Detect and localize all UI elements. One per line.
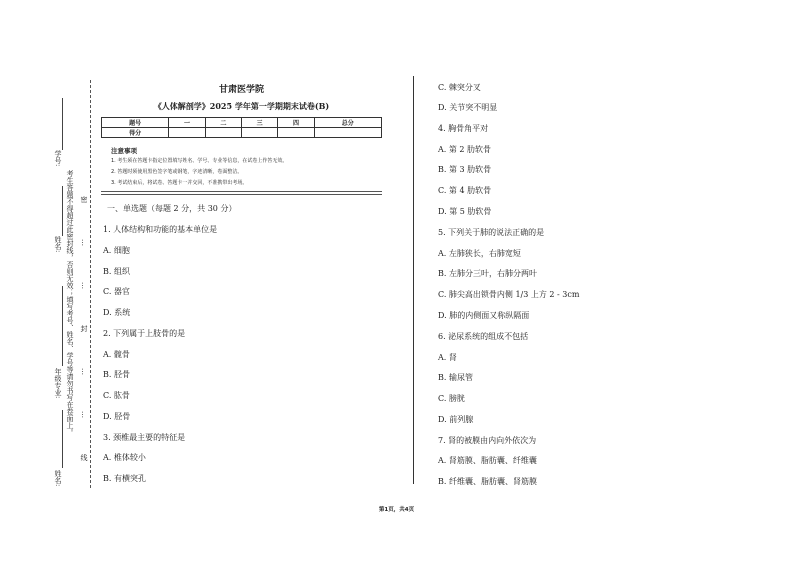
score-table-header-row [102, 118, 382, 128]
column-divider [413, 76, 414, 484]
option-line: B. 组织 [103, 267, 130, 276]
option-line: B. 输尿管 [438, 373, 473, 382]
option-line: A. 髋骨 [103, 350, 130, 359]
name-label: 姓名: [54, 236, 62, 253]
name-line [62, 186, 63, 236]
question-line: 2. 下列属于上肢骨的是 [103, 329, 186, 338]
score-cell [205, 128, 241, 138]
section-heading: 一、单选题（每题 2 分，共 30 分） [107, 204, 237, 213]
name2-line [62, 410, 63, 468]
option-line: A. 椎体较小 [103, 453, 146, 462]
seal-warning-text: 考生答题不得超过此密封线，否则无效；填写考号、姓名、学号等请勿书写在卷面上。 [66, 170, 74, 436]
notes-title: 注意事项 [111, 147, 137, 155]
option-line: D. 关节突不明显 [438, 103, 498, 112]
score-cell [314, 128, 381, 138]
option-line: D. 系统 [103, 308, 131, 317]
question-line: 4. 胸骨角平对 [438, 124, 489, 133]
score-cell [241, 128, 277, 138]
seal-dashed-line [90, 80, 91, 488]
seal-line-text: 密……封……线 [80, 196, 88, 497]
score-cell [169, 128, 205, 138]
name2-label: 姓名: [54, 470, 62, 487]
option-line: C. 第 4 肋软骨 [438, 186, 492, 195]
note-item: 1. 考生须在答题卡指定位置填写姓名、学号、专业等信息，在试卷上作答无效。 [111, 158, 288, 164]
option-line: D. 胫骨 [103, 412, 131, 421]
question-line: 6. 泌尿系统的组成不包括 [438, 332, 529, 341]
option-line: A. 左肺狭长，右肺宽短 [438, 249, 521, 258]
option-line: C. 膀胱 [438, 394, 465, 403]
student-id-line [62, 98, 63, 150]
score-cell: 二 [205, 118, 241, 128]
question-line: 5. 下列关于肺的说法正确的是 [438, 228, 545, 237]
option-line: C. 器官 [103, 287, 130, 296]
score-cell: 题号 [102, 118, 169, 128]
score-cell: 一 [169, 118, 205, 128]
option-line: B. 左肺分三叶，右肺分两叶 [438, 269, 537, 278]
page-footer: 第1页，共4页 [378, 507, 415, 513]
score-cell [278, 128, 314, 138]
note-item: 2. 答题时须使用黑色签字笔或钢笔，字迹清晰，卷面整洁。 [111, 169, 243, 175]
question-line: 3. 颈椎最主要的特征是 [103, 433, 186, 442]
score-cell: 四 [278, 118, 314, 128]
option-line: A. 肾筋膜、脂肪囊、纤维囊 [438, 456, 537, 465]
separator-line [101, 191, 382, 192]
note-item: 3. 考试结束后，将试卷、答题卡一并交回，不准携带出考场。 [111, 180, 248, 186]
option-line: D. 第 5 肋软骨 [438, 207, 492, 216]
option-line: A. 肾 [438, 353, 457, 362]
option-line: B. 第 3 肋软骨 [438, 165, 492, 174]
option-line: B. 有横突孔 [103, 474, 146, 483]
option-line: C. 肱骨 [103, 391, 130, 400]
school-name: 甘肃医学院 [218, 85, 264, 95]
score-table [101, 117, 382, 138]
option-line: C. 棘突分叉 [438, 83, 481, 92]
option-line: B. 胫骨 [103, 370, 130, 379]
class-label: 年级专业: [54, 368, 62, 399]
option-line: D. 前列腺 [438, 415, 474, 424]
class-line [62, 286, 63, 366]
score-table-score-row [102, 128, 382, 138]
option-line: A. 第 2 肋软骨 [438, 145, 492, 154]
option-line: C. 肺尖高出锁骨内侧 1/3 上方 2 - 3cm [438, 290, 580, 299]
separator-line [101, 194, 382, 195]
student-id-label: 学号: [54, 150, 62, 167]
score-cell: 三 [241, 118, 277, 128]
option-line: B. 纤维囊、脂肪囊、肾筋膜 [438, 477, 537, 486]
score-cell: 总分 [314, 118, 381, 128]
option-line: A. 细胞 [103, 246, 130, 255]
question-line: 1. 人体结构和功能的基本单位是 [103, 225, 218, 234]
option-line: D. 肺的内侧面又称纵隔面 [438, 311, 530, 320]
question-line: 7. 肾的被膜由内向外依次为 [438, 436, 537, 445]
exam-title: 《人体解剖学》2025 学年第一学期期末试卷(B) [153, 101, 330, 111]
score-cell: 得分 [102, 128, 169, 138]
